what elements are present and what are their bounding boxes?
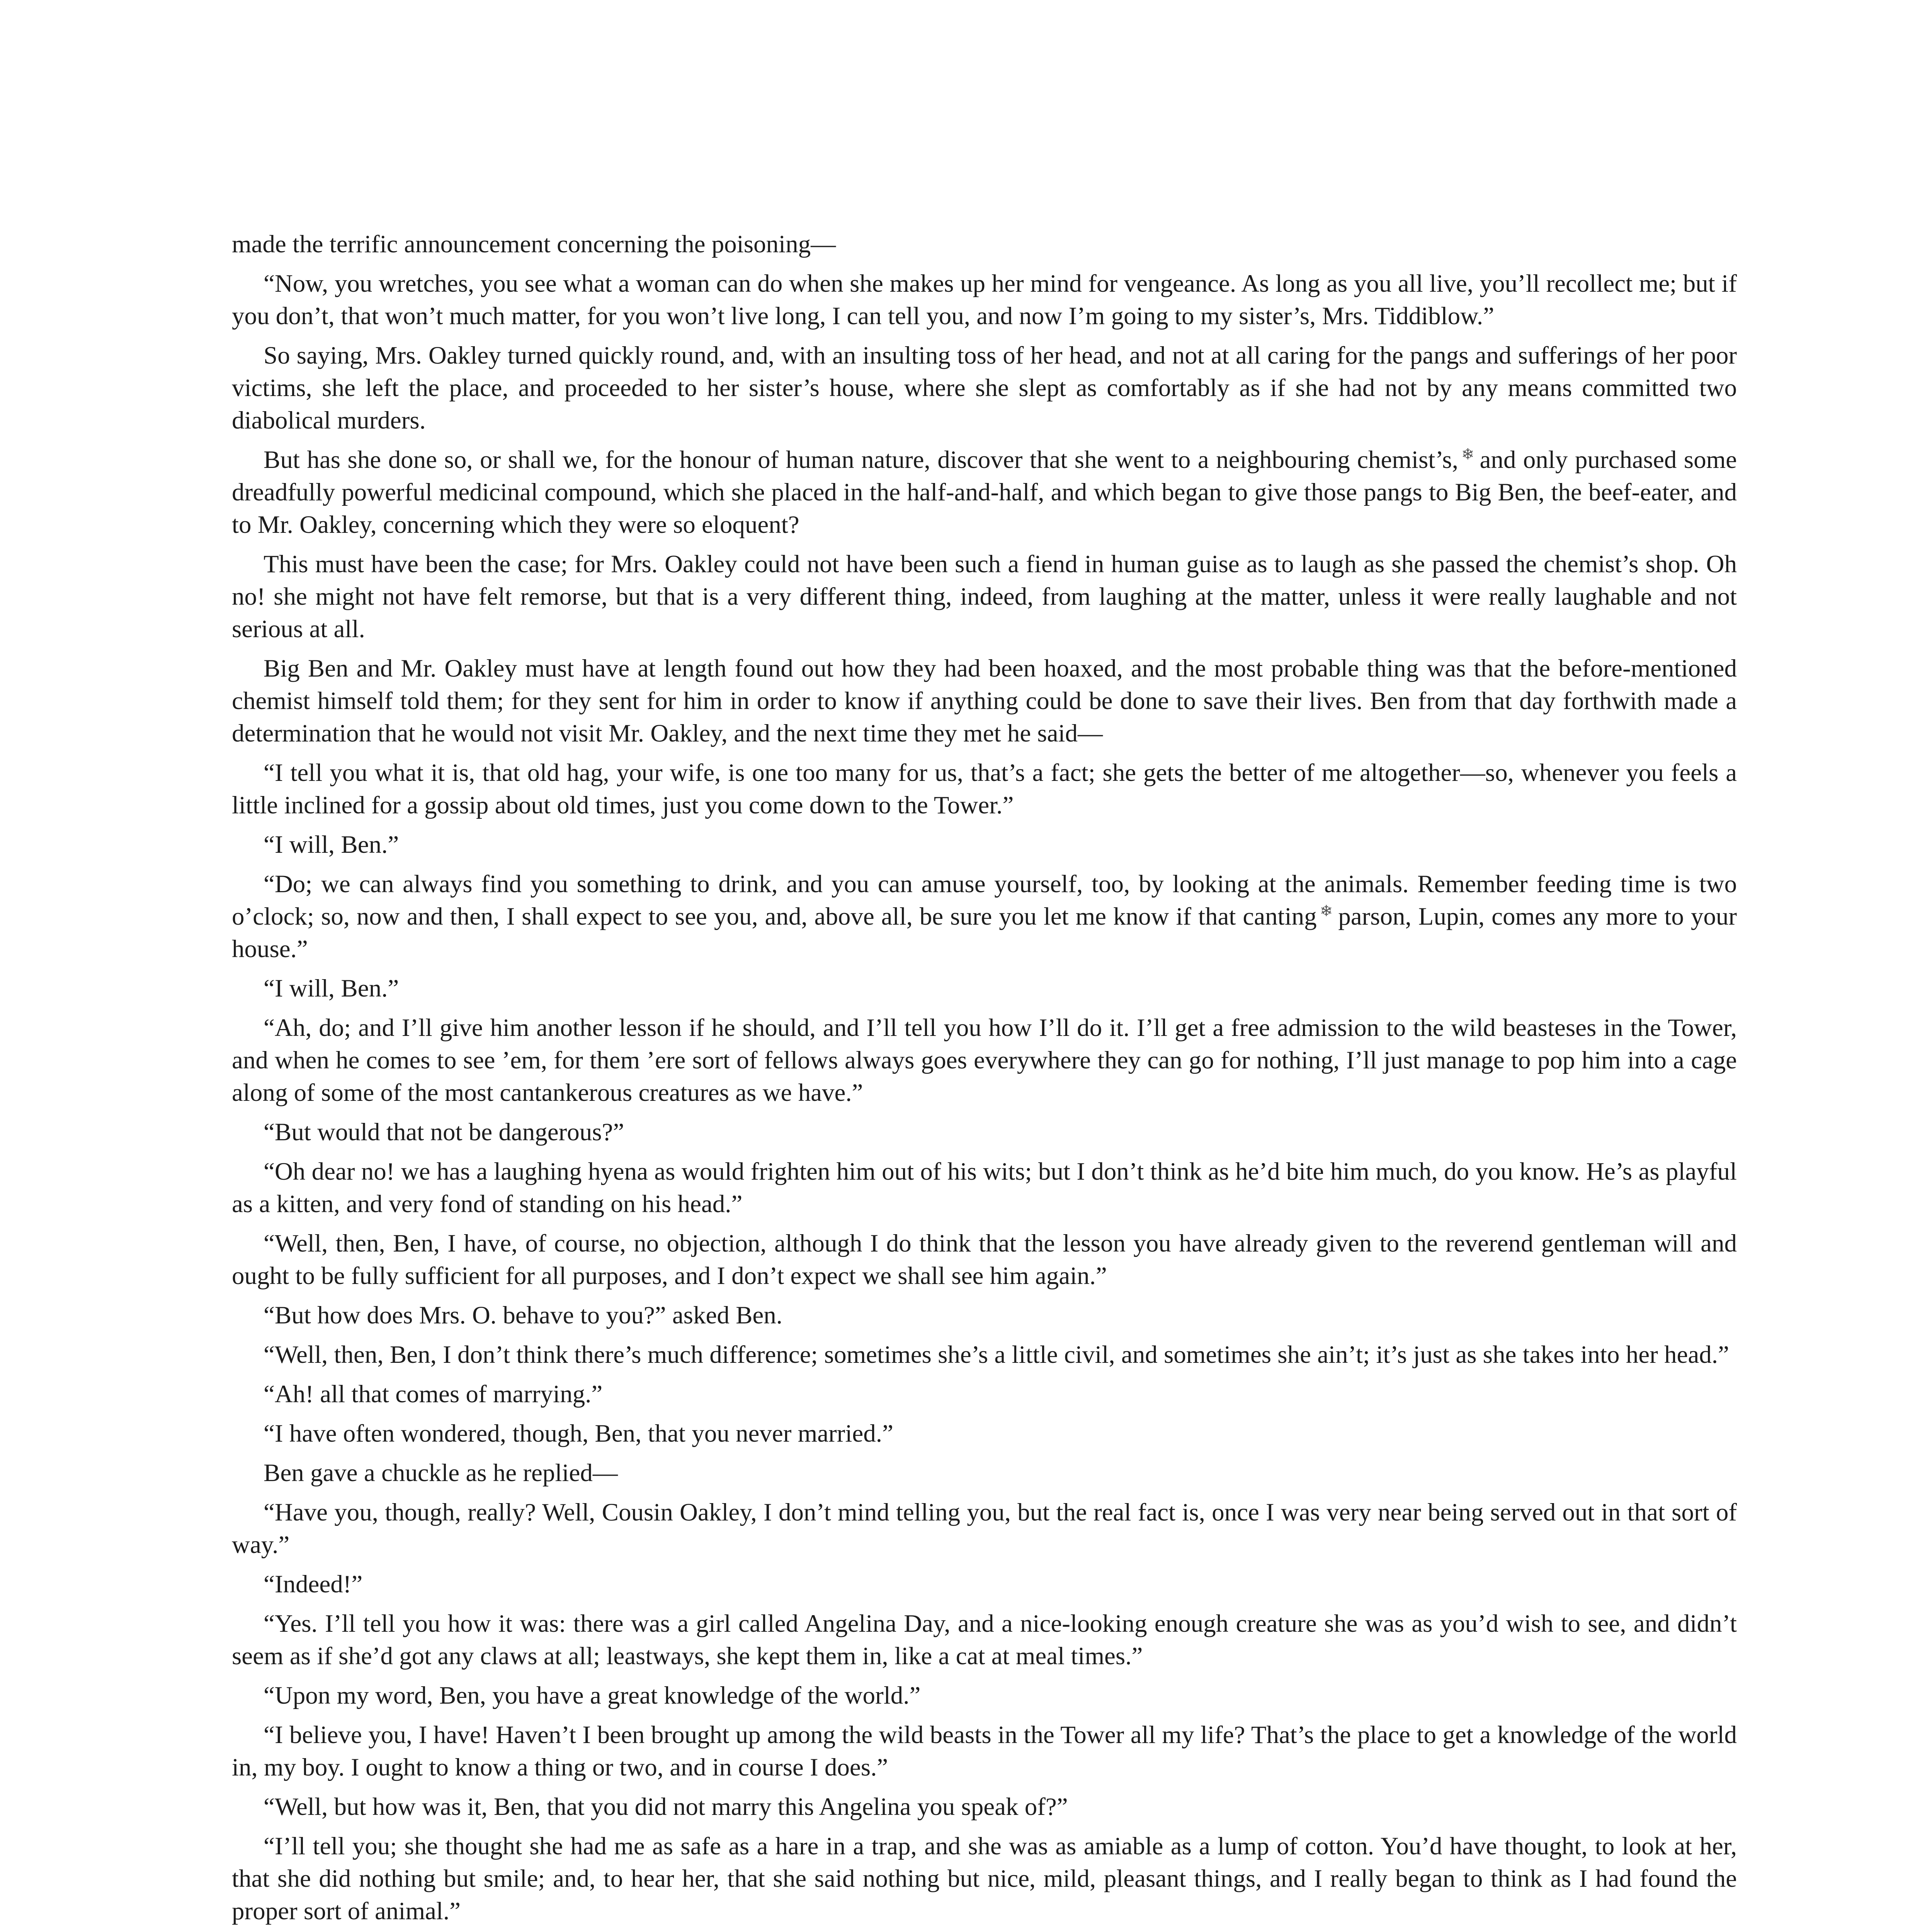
paragraph-4 xyxy=(232,444,1737,541)
paragraph-24: “I believe you, I have! Haven’t I been brought up among the wild beasts in the Tower all my life? That’s the place to get a knowledge of the world in, my boy. I ought to know a thing or two, and in course I does.” xyxy=(232,1721,1737,1781)
paragraph-26: “I’ll tell you; she thought she had me as safe as a hare in a trap, and she was as amiable as a lump of cotton. You’d have thought, to look at her, that she did nothing but smile; and, to hear her, that she said nothing but nice, mild, pleasant things, and I really began to think as I had found the proper sort of animal.” xyxy=(232,1832,1737,1925)
paragraph-14: “Well, then, Ben, I have, of course, no objection, although I do think that the lesson you have already given to the reverend gentleman will and ought to be fully sufficient for all purposes, and I don’t expect we shall see him again.” xyxy=(232,1230,1737,1290)
paragraph-7: “I tell you what it is, that old hag, your wife, is one too many for us, that’s a fact; she gets the better of me altogether—so, whenever you feels a little inclined for a gossip about old times, just you come down to the Tower.” xyxy=(232,759,1737,819)
paragraph-4-text-after: and only purchased some dreadfully powerful medicinal compound, which she placed in the half-and-half, and which began to give those pangs to Big Ben, the beef-eater, and to Mr. Oakley, concerning which they were so eloquent? xyxy=(232,446,1737,539)
body-text xyxy=(232,228,1737,1932)
paragraph-21: “Indeed!” xyxy=(264,1570,363,1598)
paragraph-9-text-before: “Do; we can always find you something to drink, and you can amuse yourself, too, by looking at the animals. Remember feeding time is two o’clock; so, now and then, I shall expect to see you, and, above all, be sure you let me know if that canting xyxy=(232,870,1737,930)
paragraph-15: “But how does Mrs. O. behave to you?” asked Ben. xyxy=(264,1301,783,1329)
paragraph-6: Big Ben and Mr. Oakley must have at length found out how they had been hoaxed, and the most probable thing was that the before-mentioned chemist himself told them; for they sent for him in order to know if anything could be done to save their lives. Ben from that day forthwith made a determination that he would not visit Mr. Oakley, and the next time they met he said— xyxy=(232,655,1737,747)
paragraph-1: made the terrific announcement concerning the poisoning— xyxy=(232,230,836,258)
paragraph-13: “Oh dear no! we has a laughing hyena as would frighten him out of his wits; but I don’t think as he’d bite him much, do you know. He’s as playful as a kitten, and very fond of standing on his head.” xyxy=(232,1158,1737,1218)
paragraph-3: So saying, Mrs. Oakley turned quickly round, and, with an insulting toss of her head, and not at all caring for the pangs and sufferings of her poor victims, she left the place, and proceeded to her sister’s house, where she slept as comfortably as if she had not by any means committed two diabolical murders. xyxy=(232,342,1737,434)
paragraph-10: “I will, Ben.” xyxy=(264,975,399,1002)
paragraph-5: This must have been the case; for Mrs. Oakley could not have been such a fiend in human guise as to laugh as she passed the chemist’s shop. Oh no! she might not have felt remorse, but that is a very different thing, indeed, from laughing at the matter, unless it were really laughable and not serious at all. xyxy=(232,550,1737,643)
paragraph-20: “Have you, though, really? Well, Cousin Oakley, I don’t mind telling you, but the real fact is, once I was very near being served out in that sort of way.” xyxy=(232,1498,1737,1559)
footnote-marker-icon: ❄ xyxy=(1461,446,1475,463)
paragraph-9 xyxy=(232,868,1737,965)
paragraph-4-text-before: But has she done so, or shall we, for the honour of human nature, discover that she went to a neighbouring chemist’s, xyxy=(264,446,1458,474)
paragraph-11: “Ah, do; and I’ll give him another lesson if he should, and I’ll tell you how I’ll do it. I’ll get a free admission to the wild beasteses in the Tower, and when he comes to see ’em, for them ’ere sort of fellows always goes everywhere they can go for nothing, I’ll just manage to pop him into a cage along of some of the most cantankerous creatures as we have.” xyxy=(232,1014,1737,1107)
paragraph-18: “I have often wondered, though, Ben, that you never married.” xyxy=(264,1420,893,1447)
paragraph-25: “Well, but how was it, Ben, that you did not marry this Angelina you speak of?” xyxy=(264,1793,1068,1821)
paragraph-23: “Upon my word, Ben, you have a great knowledge of the world.” xyxy=(264,1682,921,1709)
paragraph-22: “Yes. I’ll tell you how it was: there was a girl called Angelina Day, and a nice-looking enough creature she was as you’d wish to see, and didn’t seem as if she’d got any claws at all; leastways, she kept them in, like a cat at meal times.” xyxy=(232,1610,1737,1670)
paragraph-19: Ben gave a chuckle as he replied— xyxy=(264,1459,618,1487)
paragraph-12: “But would that not be dangerous?” xyxy=(264,1118,624,1146)
paragraph-17: “Ah! all that comes of marrying.” xyxy=(264,1380,603,1408)
footnote-marker-icon: ❄ xyxy=(1320,902,1333,920)
paragraph-8: “I will, Ben.” xyxy=(264,831,399,859)
paragraph-9-text-after: parson, Lupin, comes any more to your house.” xyxy=(232,903,1737,963)
paragraph-16: “Well, then, Ben, I don’t think there’s much difference; sometimes she’s a little civil, and sometimes she ain’t; it’s just as she takes into her head.” xyxy=(264,1341,1729,1369)
paragraph-2: “Now, you wretches, you see what a woman can do when she makes up her mind for vengeance. As long as you all live, you’ll recollect me; but if you don’t, that won’t much matter, for you won’t live long, I can tell you, and now I’m going to my sister’s, Mrs. Tiddiblow.” xyxy=(232,270,1737,330)
